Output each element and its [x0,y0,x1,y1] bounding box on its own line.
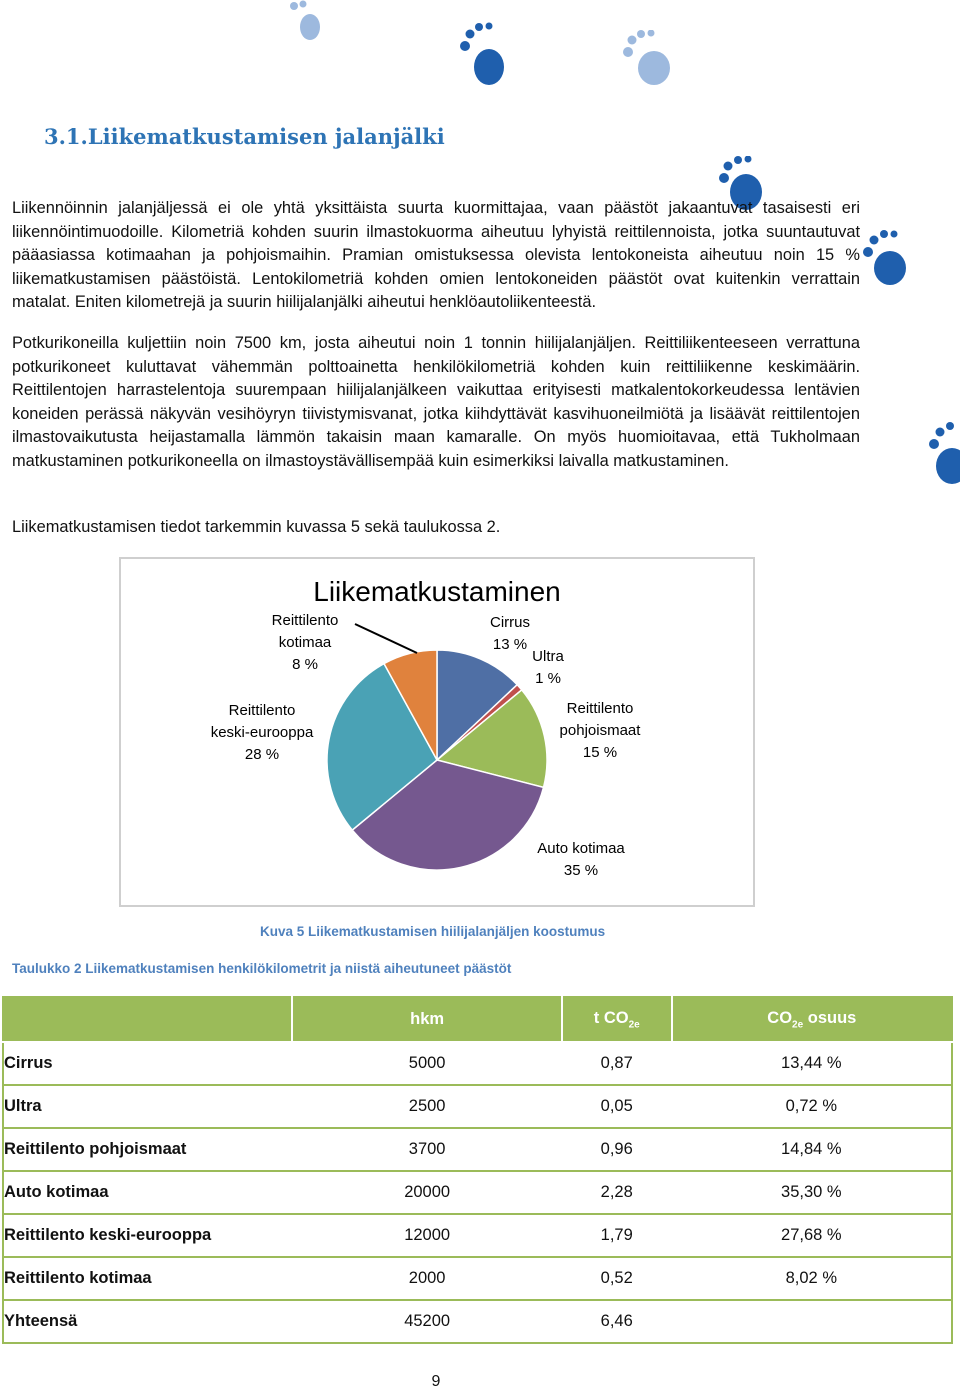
table-cell: 1,79 [562,1214,672,1257]
section-heading: 3.1.Liikematkustamisen jalanjälki [44,124,445,149]
paragraph: Liikennöinnin jalanjäljessä ei ole yhtä yksittäista suurta kuormittajaa, vaan päästöt jakaantuvat tasaisesti eri liikennöintimuodoille. Kilometriä kohden suurin ilmastokuorma aiheutuu lyhyistä reittilennoista, jotka suuntautuvat pääasiassa kotimaahan ja pohjoismaihin. Pramian omistuksessa olevista lentokoneista aiheutuu noin 15 % liikematkustamisen päästöistä. Lentokilometriä kohden omien lentokoneiden päästöt ovat kuitenkin verrattain matalat. Eniten kilometrejä ja suurin hiilijalanjälki aiheutui henklöautoliikenteestä. [12,199,860,312]
label-kotimaa-line3: 8 % [292,656,318,673]
table-cell: 0,96 [562,1128,672,1171]
header-tco2e: t $CO_{2e}$ [562,997,672,1042]
table-header-row [3,997,952,1042]
footprint-icon [616,30,678,88]
table-cell: 12000 [292,1214,561,1257]
table-row [3,1300,952,1343]
row-label: Ultra [3,1085,292,1128]
table-row [3,1085,952,1128]
table-cell [672,1300,952,1343]
header-empty [3,997,292,1042]
row-label: Reittilento pohjoismaat [3,1128,292,1171]
paragraph: Liikematkustamisen tiedot tarkemmin kuvassa 5 sekä taulukossa 2. [12,518,501,536]
header-co2e-osuus: $CO_{2e}$ osuus [672,997,952,1042]
header-hkm: hkm [292,997,561,1042]
table-cell: 0,05 [562,1085,672,1128]
label-auto-line2: 35 % [563,862,599,879]
table-cell: 35,30 % [672,1171,952,1214]
footprint-icon [926,422,960,488]
label-keski-line1: Reittilento [228,702,296,719]
table-row [3,1128,952,1171]
table-cell: 20000 [292,1171,561,1214]
label-pohjoismaat-line2: pohjoismaat [559,722,641,739]
table-caption: Taulukko 2 Liikematkustamisen henkilökilometrit ja niistä aiheutuneet päästöt [12,961,512,976]
page-number: 9 [431,1373,441,1390]
label-cirrus-line1: Cirrus [490,614,530,631]
table-cell: 14,84 % [672,1128,952,1171]
label-kotimaa-line2: kotimaa [278,634,332,651]
label-keski-line3: 28 % [244,746,280,763]
table-cell: 3700 [292,1128,561,1171]
paragraph: Potkurikoneilla kuljettiin noin 7500 km, josta aiheutui noin 1 tonnin hiilijalanjäljen. Reittiliikenteeseen verrattuna potkurikoneet kuluttavat vähemmän polttoainetta henkilökilometriä kohden kuin reittiliikenne keskimäärin. Reittilentojen harrastelentoja suurempaan hiilijalanjälkeen vaikuttaa erityisesti matkalentokorkeudessa lentävien koneiden perässä näkyvän vesihöyryn tiivistymisvanat, jotka kiihdyttävät kasvihuoneilmiötä ja lisäävät reittilentojen ilmastovaikutusta heijastamalla lämmön takaisin maan kamaralle. On myös huomioitavaa, että Tukholmaan matkustaminen potkurikoneella on ilmastoystävällisempää kuin esimerkiksi laivalla matkustaminen. [12,334,860,470]
table-cell: 5000 [292,1042,561,1085]
figure-caption: Kuva 5 Liikematkustamisen hiilijalanjäljen koostumus [260,924,606,939]
row-label: Reittilento keski-eurooppa [3,1214,292,1257]
label-keski-line2: keski-eurooppa [210,724,314,741]
table-cell: 0,72 % [672,1085,952,1128]
table-row [3,1042,952,1085]
table-row [3,1214,952,1257]
table-cell: 2000 [292,1257,561,1300]
table-cell: 8,02 % [672,1257,952,1300]
row-label: Auto kotimaa [3,1171,292,1214]
row-label: Reittilento kotimaa [3,1257,292,1300]
table-cell: 0,52 [562,1257,672,1300]
table-cell: 27,68 % [672,1214,952,1257]
table-row [3,1257,952,1300]
table-cell: 2500 [292,1085,561,1128]
table-cell: 45200 [292,1300,561,1343]
emissions-table [2,996,953,1344]
pie-chart-frame [119,557,755,907]
label-ultra-line2: 1 % [535,670,561,687]
label-cirrus-line2: 13 % [492,636,528,653]
row-label: Yhteensä [3,1300,292,1343]
table-cell: 0,87 [562,1042,672,1085]
leader-line [355,624,417,653]
table-cell: 2,28 [562,1171,672,1214]
table-row [3,1171,952,1214]
pie-chart [121,559,753,905]
table-cell: 6,46 [562,1300,672,1343]
footprint-icon [862,230,918,290]
footprint-icon [456,22,512,88]
footprint-icon [286,0,326,44]
row-label: Cirrus [3,1042,292,1085]
label-auto-line1: Auto kotimaa [537,840,625,857]
chart-title: Liikematkustaminen [313,576,561,607]
table-cell: 13,44 % [672,1042,952,1085]
label-pohjoismaat-line1: Reittilento [566,700,634,717]
label-pohjoismaat-line3: 15 % [582,744,618,761]
label-ultra-line1: Ultra [532,648,564,665]
label-kotimaa-line1: Reittilento [271,612,339,629]
